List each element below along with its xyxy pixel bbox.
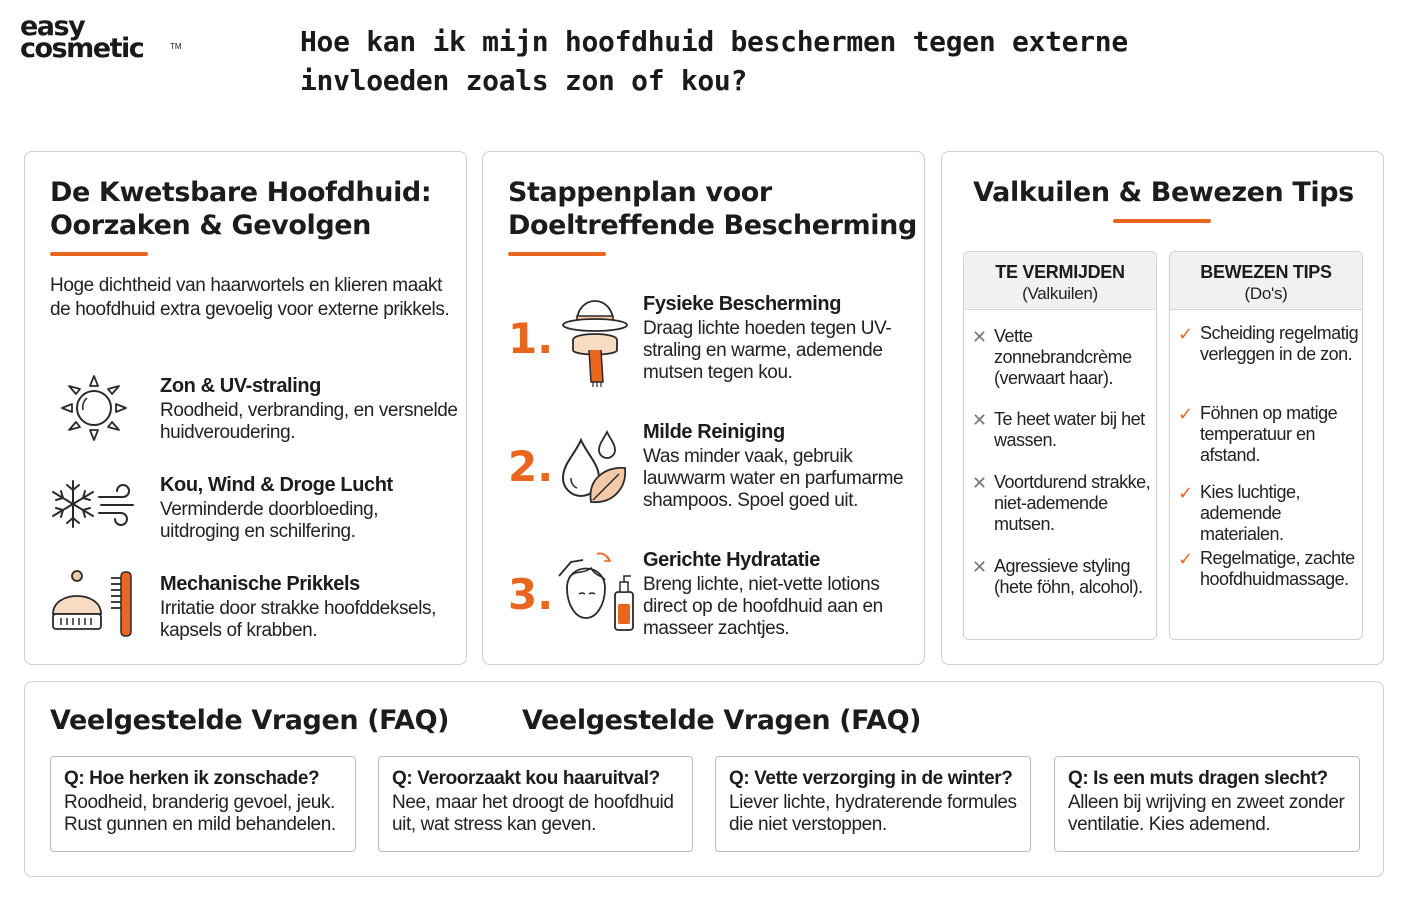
step-text: Draag lichte hoeden tegen UV-straling en warme, ademende mutsen tegen kou. — [643, 318, 892, 383]
sun-icon — [49, 372, 139, 452]
snowflake-wind-icon — [49, 471, 139, 551]
faq-panel — [24, 681, 1384, 877]
page-title: Hoe kan ik mijn hoofdhuid beschermen tegen externe invloeden zoals zon of kou? — [300, 25, 1128, 97]
steps-panel-title — [508, 176, 917, 242]
tips-column-header — [1170, 252, 1362, 310]
brand-name-line2: cosmetic — [20, 33, 144, 64]
causes-panel-title — [50, 176, 431, 242]
tip-item: Regelmatige, zachte hoofdhuidmassage. — [1200, 548, 1355, 589]
avoid-item: Voortdurend strakke, niet-ademende mutsen. — [994, 472, 1151, 534]
tips-subheading: (Do's) — [1244, 284, 1288, 303]
avoid-subheading: (Valkuilen) — [1022, 284, 1098, 303]
avoid-column — [963, 251, 1157, 640]
steps-title-line2: Doeltreffende Bescherming — [508, 210, 917, 241]
faq-question: Q: Veroorzaakt kou haaruitval? — [392, 768, 660, 789]
hat-scarf-icon — [557, 292, 637, 392]
checkmark-icon: ✓ — [1178, 483, 1194, 503]
title-underline — [50, 252, 148, 256]
cross-icon: ✕ — [972, 327, 988, 347]
cause-item — [25, 372, 465, 462]
faq-card — [1054, 756, 1360, 852]
step-number: 3. — [508, 570, 554, 619]
faq-heading: Veelgestelde Vragen (FAQ) — [50, 705, 450, 736]
step-text: Breng lichte, niet-vette lotions direct op de hoofdhuid aan en masseer zachtjes. — [643, 574, 883, 639]
faq-question: Q: Vette verzorging in de winter? — [729, 768, 1013, 789]
avoid-item: Vette zonnebrandcrème (verwaart haar). — [994, 326, 1132, 388]
faq-answer: Nee, maar het droogt de hoofdhuid uit, wat stress kan geven. — [392, 792, 674, 835]
step-text: Was minder vaak, gebruik lauwwarm water en parfumarme shampoos. Spoel goed uit. — [643, 446, 904, 511]
faq-answer: Roodheid, branderig gevoel, jeuk. Rust gunnen en mild behandelen. — [64, 792, 336, 835]
causes-panel — [24, 151, 467, 665]
faq-answer: Alleen bij wrijving en zweet zonder ventilatie. Kies ademend. — [1068, 792, 1345, 835]
avoid-item: Agressieve styling (hete föhn, alcohol). — [994, 556, 1143, 597]
brand-name-line1: easy — [20, 11, 85, 42]
faq-card — [378, 756, 693, 852]
step-title: Milde Reiniging — [643, 421, 785, 443]
cause-title: Mechanische Prikkels — [160, 573, 360, 595]
cause-item — [25, 570, 465, 660]
faq-card — [715, 756, 1031, 852]
cause-text: Roodheid, verbranding, en versnelde huidveroudering. — [160, 400, 458, 443]
head-massage-lotion-icon — [557, 548, 637, 648]
cross-icon: ✕ — [972, 557, 988, 577]
cross-icon: ✕ — [972, 473, 988, 493]
cross-icon: ✕ — [972, 410, 988, 430]
step-title: Fysieke Bescherming — [643, 293, 842, 315]
steps-title-line1: Stappenplan voor — [508, 177, 772, 208]
cause-text: Irritatie door strakke hoofddeksels, kapsels of krabben. — [160, 598, 437, 641]
tips-heading: BEWEZEN TIPS — [1200, 262, 1332, 282]
water-drops-leaf-icon — [557, 420, 637, 520]
faq-question: Q: Hoe herken ik zonschade? — [64, 768, 320, 789]
steps-panel — [482, 151, 925, 665]
brand-logo — [20, 11, 182, 68]
checkmark-icon: ✓ — [1178, 324, 1194, 344]
title-underline — [508, 252, 606, 256]
tips-panel — [941, 151, 1384, 665]
brand-trademark: TM — [170, 42, 182, 51]
avoid-heading: TE VERMIJDEN — [995, 262, 1125, 282]
causes-intro: Hoge dichtheid van haarwortels en klieren maakt de hoofdhuid extra gevoelig voor externe prikkels. — [50, 275, 450, 320]
avoid-column-header — [964, 252, 1156, 310]
faq-heading-duplicate: Veelgestelde Vragen (FAQ) — [522, 705, 922, 736]
checkmark-icon: ✓ — [1178, 404, 1194, 424]
step-item — [483, 292, 923, 402]
step-number: 2. — [508, 442, 554, 491]
causes-title-line2: Oorzaken & Gevolgen — [50, 210, 372, 241]
cause-item — [25, 471, 465, 561]
step-number: 1. — [508, 314, 554, 363]
tips-panel-title: Valkuilen & Bewezen Tips — [973, 177, 1354, 208]
tip-item: Scheiding regelmatig verleggen in de zon. — [1200, 323, 1359, 364]
tip-item: Föhnen op matige temperatuur en afstand. — [1200, 403, 1338, 465]
step-title: Gerichte Hydratatie — [643, 549, 820, 571]
title-underline — [1113, 219, 1211, 223]
cause-title: Zon & UV-straling — [160, 375, 321, 397]
cause-text: Verminderde doorbloeding, uitdroging en schilfering. — [160, 499, 379, 542]
causes-title-line1: De Kwetsbare Hoofdhuid: — [50, 177, 432, 208]
checkmark-icon: ✓ — [1178, 549, 1194, 569]
faq-question: Q: Is een muts dragen slecht? — [1068, 768, 1328, 789]
tip-item: Kies luchtige, ademende materialen. — [1200, 482, 1301, 544]
faq-answer: Liever lichte, hydraterende formules die niet verstoppen. — [729, 792, 1017, 835]
step-item — [483, 420, 923, 530]
avoid-item: Te heet water bij het wassen. — [994, 409, 1145, 450]
beanie-comb-icon — [49, 570, 139, 650]
tips-column — [1169, 251, 1363, 640]
step-item — [483, 548, 923, 658]
cause-title: Kou, Wind & Droge Lucht — [160, 474, 393, 496]
faq-card — [50, 756, 356, 852]
